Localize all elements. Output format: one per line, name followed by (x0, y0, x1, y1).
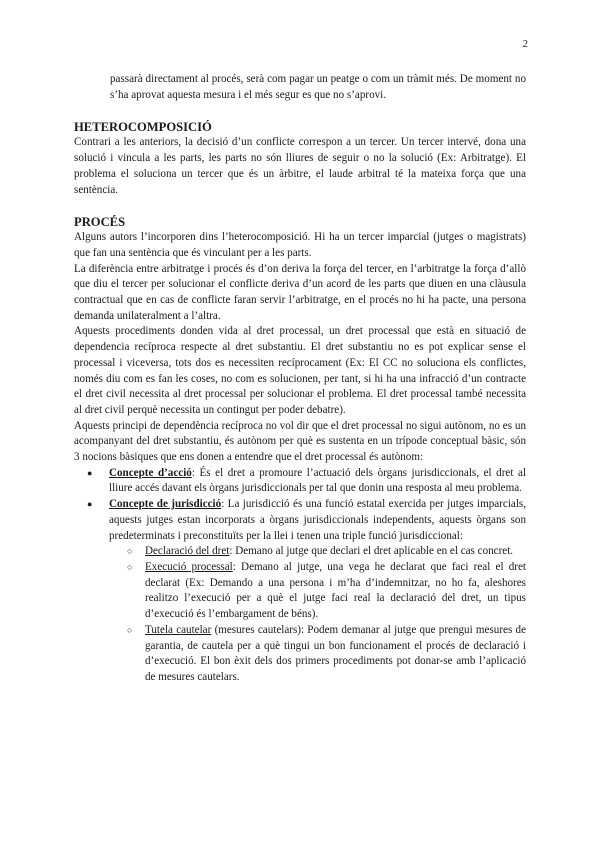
text-tutela-cautelar: (mesures cautelars): Podem demanar al jutge que prengui mesures de garantia, de cautela per a què tingui un bon funcionament el procés de declaració i d’execució. El bon èxit dels dos primers procediments pot donar-se amb l’aplicació de mesures cautelars. (145, 623, 526, 683)
text-declaracio-dret: : Demano al jutge que declari el dret aplicable en el cas concret. (229, 545, 514, 558)
term-concepte-accio: Concepte d’acció (109, 466, 192, 479)
term-concepte-jurisdiccio: Concepte de jurisdicció (109, 498, 222, 511)
proces-paragraph-4: Aquests principi de dependència recíproca no vol dir que el dret processal no sigui autònom, no es un acompanyant del dret substantiu, és autònom per què es sustenta en un trípode conceptual bàsic, són 3 nocions bàsiques que ens donen a entendre que el dret processal és autònom: (74, 419, 526, 464)
proces-paragraph-3: Aquests procediments donden vida al dret processal, un dret processal que està en situació de dependencia recíproca respecte al dret substantiu. El dret substantiu no es pot explicar sense el processal i viceversa, tots dos es necessiten recíprocament (Ex: El CC no soluciona els conflictes, només diu com es fan les coses, no com es solucionen, per tant, si hi ha una infracció d’un contracte el dret civil necessita al dret processal per solucionar el problema. El dret processal també necessita al dret civil perquè necessita un contingut per poder debatre). (74, 325, 526, 416)
term-declaracio-dret: Declaració del dret (145, 545, 230, 558)
sub-item-declaracio (145, 544, 526, 560)
heading-heterocomposicio: HETEROCOMPOSICIÓ (74, 120, 212, 135)
text-concepte-jurisdiccio: : La jurisdicció és una funció estatal exercida per jutges imparcials, aquests jutges estan incorporats a òrgans jurisdiccionals independents, aquests òrgans son predeterminats i preconstituïts per la llei i tenen una triple funció jurisdiccional: (109, 498, 526, 542)
intro-continuation: passarà directament al procés, serà com pagar un peatge o com un tràmit més. De moment no s’ha aprovat aquesta mesura i el més segur es que no s’aprovi. (110, 73, 526, 101)
term-tutela-cautelar: Tutela cautelar (145, 623, 212, 636)
text-concepte-accio: : És el dret a promoure l’actuació dels òrgans jurisdiccionals, el dret al lliure accés davant els òrgans jurisdiccionals per tal que donin una resposta al meu problema. (109, 466, 526, 495)
document-body (74, 72, 526, 686)
text-execucio-processal: : Demano al jutge, una vega he declarat que faci real el dret declarat (Ex: Demando a una persona i m’ha d’indemnitzar, no ho fa, aleshores realitzo l’execució per a què el jutge faci real la declaració del dret, un tipus d’execució és l’embargament de béns). (145, 560, 526, 621)
term-execucio-processal: Execució processal (145, 560, 233, 573)
sub-item-execucio (145, 560, 526, 623)
heterocomposicio-text: Contrari a les anteriors, la decisió d’un conflicte correspon a un tercer. Un tercer intervé, dona una solució i vincula a les parts, les parts no són lliures de seguir o no la solució (Ex: Arbitratge). El problema el soluciona un tercer que és un àrbitre, el laude arbitral té la mateixa força que una sentència. (74, 136, 526, 196)
jurisdiction-functions-list (145, 544, 526, 685)
proces-paragraph-1: Alguns autors l’incorporen dins l’heterocomposició. Hi ha un tercer imparcial (jutges o magistrats) que fan una sentència que és vinculant per a les parts. (74, 231, 526, 259)
list-item-jurisdiccio (109, 497, 526, 685)
sub-item-tutela (145, 623, 526, 686)
list-item-accio (109, 466, 526, 497)
page-number: 2 (522, 38, 528, 50)
heading-proces: PROCÉS (74, 215, 126, 230)
proces-paragraph-2: La diferència entre arbitratge i procés és d’on deriva la força del tercer, en l’arbitratge la força d’allò que diu el tercer per solucionar el conflicte deriva d’un acord de les parts que diuen en una clàusula contractual que en cas de conflicte faran servir l’arbitratge, en el procés no hi ha pacte, una persona demanda unilateralment a l’altra. (74, 262, 526, 322)
concepts-list (109, 466, 526, 686)
